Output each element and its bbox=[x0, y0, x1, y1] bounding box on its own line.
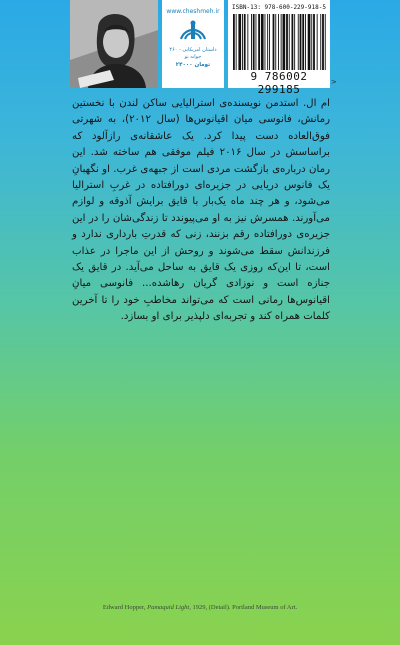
isbn-label: ISBN-13: 978-600-229-918-5 bbox=[232, 4, 326, 11]
barcode-bar bbox=[247, 14, 248, 70]
barcode-bar bbox=[286, 14, 288, 70]
cover-art-credit bbox=[0, 604, 400, 611]
barcode-bar bbox=[244, 14, 246, 70]
barcode-bar bbox=[313, 14, 315, 70]
barcode-bar bbox=[294, 14, 295, 70]
barcode-bar bbox=[251, 14, 252, 70]
barcode-bar bbox=[292, 14, 294, 70]
barcode-bars-icon bbox=[232, 14, 326, 70]
barcode-quiet-zone-mark: > bbox=[331, 78, 337, 86]
barcode-bar bbox=[265, 14, 266, 70]
back-cover-header bbox=[0, 0, 400, 96]
credit-artist: Edward Hopper, bbox=[102, 604, 148, 611]
barcode-bar bbox=[236, 14, 237, 70]
book-price: ۲۴۰۰۰ تومان bbox=[175, 62, 211, 68]
credit-artwork-title: Pamaquid Light bbox=[147, 604, 190, 611]
publisher-panel bbox=[162, 0, 224, 88]
barcode-bar bbox=[300, 14, 302, 70]
barcode-bar bbox=[278, 14, 279, 70]
barcode-bar bbox=[317, 14, 318, 70]
author-portrait-photo bbox=[70, 0, 158, 88]
publisher-series-sub: جوانه نو bbox=[184, 54, 202, 60]
barcode-bar bbox=[325, 14, 326, 70]
barcode-bar bbox=[242, 14, 243, 70]
book-description: ام ال. استدمن نویسنده‌ی استرالیایی ساکن لندن با نخستین رمانش، فانوسی میان اقیانوس‌ها (سال ۲۰۱۲)، به شهرتی فوق‌العاده دست پیدا کرد. یک عاشقانه‌ی رازآلود که براساسش در سال ۲۰۱۶ فیلم موفقی هم ساخته شد. این رمان درباره‌ی بازگشت مردی است از جبهه‌ی غرب. او نگهبانِ یک فانوس دریایی در جزیره‌ای دورافتاده در غربِ استرالیا می‌شود، و هر چند ماه یک‌بار با قایق برایش آذوقه و لوازم می‌آورند. همسرش نیز به او می‌پیوندد تا زندگی‌شان را در این جزیره‌ی دورافتاده رقم بزنند، زنی که قدرتِ بارداری ندارد و فرزندانش سقط می‌شوند و روحش از این ماجرا در عذاب است، تا این‌که روزی یک قایق به ساحل می‌آید. در قایق یک جنازه است و نوزادی گریان رهاشده... فانوسی میانِ اقیانوس‌ها رمانی است که می‌تواند مخاطبِ خود را تا آخرین کلمات همراه کند و تجربه‌ای دلپذیر برای او بسازد. bbox=[72, 98, 331, 323]
barcode-bar bbox=[322, 14, 324, 70]
barcode-bar bbox=[305, 14, 306, 70]
barcode-bar bbox=[298, 14, 299, 70]
barcode-bar bbox=[308, 14, 311, 70]
barcode-number: 9 786002 299185 bbox=[250, 70, 308, 96]
publisher-series-line: داستان امریکایی - ۴۶۰ bbox=[169, 47, 217, 53]
barcode-bar bbox=[311, 14, 312, 70]
barcode-bar bbox=[281, 14, 282, 70]
barcode-bar bbox=[267, 14, 268, 70]
barcode-bar bbox=[238, 14, 241, 70]
barcode-bar bbox=[256, 14, 257, 70]
barcode-bar bbox=[273, 14, 275, 70]
barcode-bar bbox=[320, 14, 321, 70]
barcode-bar bbox=[289, 14, 290, 70]
credit-details: , 1929, (Detail). Portland Museum of Art. bbox=[189, 604, 298, 611]
barcode-bar bbox=[275, 14, 276, 70]
barcode-bar bbox=[258, 14, 260, 70]
barcode-bar bbox=[233, 14, 235, 70]
cheshmeh-publisher-logo-icon bbox=[179, 19, 207, 43]
barcode-bar bbox=[283, 14, 286, 70]
publisher-url[interactable]: www.cheshmeh.ir bbox=[166, 8, 220, 15]
barcode-bar bbox=[302, 14, 304, 70]
barcode-bar bbox=[269, 14, 270, 70]
isbn-barcode bbox=[228, 0, 330, 96]
author-portrait-icon bbox=[70, 0, 158, 88]
barcode-bar bbox=[261, 14, 264, 70]
barcode-bar bbox=[253, 14, 255, 70]
